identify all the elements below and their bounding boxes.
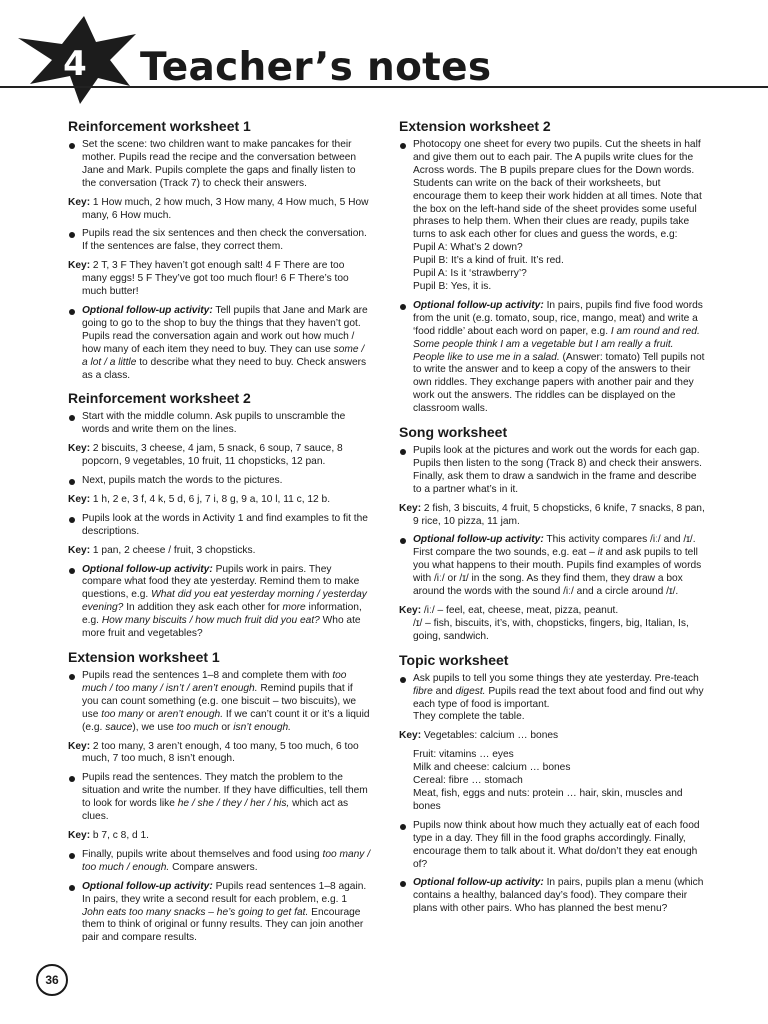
section-heading: Topic worksheet: [399, 651, 509, 668]
left-column: [68, 118, 371, 953]
answer-key-lines: Fruit: vitamins … eyes Milk and cheese: calcium … bones Cereal: fibre … stomach Meat, fish, eggs and nuts: protein … hair, skin, muscles and bones: [413, 749, 683, 812]
answer-key: Key: /iː/ – feel, eat, cheese, meat, pizza, peanut. /ɪ/ – fish, biscuits, it’s, with, chopsticks, fingers, big, Italian, Is, going, sandwich.: [399, 605, 689, 642]
list-item: Pupils read the sentences. They match the problem to the situation and write the number. If they have difficulties, tell them to look for words like he / she / they / her / his, which act as clues.: [68, 772, 371, 824]
list-item: Start with the middle column. Ask pupils to unscramble the words and write them on the lines.: [68, 411, 371, 437]
list-item: Pupils now think about how much they actually eat of each food type in a day. They fill in the food graphs accordingly. Finally, encourage them to talk about it. What do/don’t they eat enough of?: [399, 820, 705, 872]
answer-key: Key: 2 T, 3 F They haven’t got enough salt! 4 F There are too many eggs! 5 F They’ve got too much flour! 6 F There’s too much butter!: [68, 260, 349, 298]
list-item: Ask pupils to tell you some things they ate yesterday. Pre-teach fibre and digest. Pupils read the text about food and find out why each type of food is important. They complete the table.: [399, 673, 705, 725]
list-item: Optional follow-up activity: Pupils read sentences 1–8 again. In pairs, they write a second result for each problem, e.g. 1 John eats too many snacks – he’s going to get fat. Encourage them to think of original or funny results. They can join another pair and compare results.: [68, 881, 371, 946]
page-number: 36: [36, 964, 68, 996]
list-item: Pupils look at the pictures and work out the words for each gap. Pupils then listen to the song (Track 8) and check their answers. Finally, ask them to draw a sandwich in the frame and describe to a partner what’s in it.: [399, 445, 705, 497]
answer-key: Key: 1 pan, 2 cheese / fruit, 3 chopsticks.: [68, 544, 256, 556]
section-heading: Extension worksheet 1: [68, 649, 220, 665]
list-item: Optional follow-up activity: This activity compares /iː/ and /ɪ/. First compare the two sounds, e.g. eat – it and ask pupils to tell you what happens to their mouth. Pupils find examples of words with /iː/ or /ɪ/ in the song. As they find them, they draw a box around the words with the sound /iː/ and a circle around /ɪ/.: [399, 534, 705, 599]
list-item: Optional follow-up activity: Pupils work in pairs. They compare what food they ate yesterday. Remind them to make questions, e.g. What did you eat yesterday morning / yesterday evening? In addition they ask each other for more information, e.g. How many biscuits / how much fruit did you eat? Who ate more fruit and vegetables?: [68, 564, 371, 641]
reinforcement-worksheet-1: [68, 118, 371, 382]
list-item: Pupils read the sentences 1–8 and complete them with too much / too many / isn’t / aren’t enough. Remind pupils that if you can count something (e.g. one biscuit – two biscuits), we use too many or aren’t enough. If we can’t count it or it’s a liquid (e.g. sauce), we use too much or isn’t enough.: [68, 670, 371, 735]
section-heading: Extension worksheet 2: [399, 118, 551, 134]
dialogue-line: Pupil B: It’s a kind of fruit. It’s red.: [413, 255, 564, 267]
list-item: Set the scene: two children want to make pancakes for their mother. Pupils read the recipe and the conversation between Jane and Mark. Pupils complete the gaps and finally listen to the conversation (Track 7) to check their answers.: [68, 139, 371, 191]
list-item: Photocopy one sheet for every two pupils. Cut the sheets in half and give them out to each pair. The A pupils write clues for the Across words. The B pupils prepare clues for the Down words. Students can write on the back of their worksheets, but encourage them to keep their work hidden at all times. Note that the box on the left-hand side of the sheet provides some useful phrases to help them. When their clues are ready, pupils take turns to ask each other for clues and guess the words, e.g: Pupil A: What’s 2 down? Pupil B: It’s a kind of fruit. It’s red. Pupil A: Is it ‘strawberry’? Pupil B: Yes, it is.: [399, 139, 705, 294]
list-item: Finally, pupils write about themselves and food using too many / too much / enough. Compare answers.: [68, 849, 371, 875]
answer-key: Key: 2 biscuits, 3 cheese, 4 jam, 5 snack, 6 soup, 7 sauce, 8 popcorn, 9 vegetables, 10 fruit, 11 chopsticks, 12 pan.: [68, 443, 343, 468]
topic-worksheet: [399, 652, 705, 916]
answer-key: Key: 1 How much, 2 how much, 3 How many, 4 How much, 5 How many, 6 How much.: [68, 196, 369, 221]
dialogue-line: Pupil B: Yes, it is.: [413, 280, 492, 292]
answer-key: Key: Vegetables: calcium … bones: [399, 730, 559, 742]
page-header: [0, 0, 768, 110]
reinforcement-worksheet-2: [68, 390, 371, 641]
answer-key: Key: 2 fish, 3 biscuits, 4 fruit, 5 chopsticks, 6 knife, 7 snacks, 8 pan, 9 rice, 10 pizza, 11 jam.: [399, 502, 705, 527]
section-heading: Reinforcement worksheet 2: [68, 390, 251, 407]
dialogue-line: Pupil A: What’s 2 down?: [413, 242, 523, 254]
answer-key: Key: b 7, c 8, d 1.: [68, 829, 149, 841]
answer-key: Key: 1 h, 2 e, 3 f, 4 k, 5 d, 6 j, 7 i, 8 g, 9 a, 10 l, 11 c, 12 b.: [68, 493, 331, 505]
list-item: Next, pupils match the words to the pictures.: [68, 475, 371, 488]
list-item: Optional follow-up activity: Tell pupils that Jane and Mark are going to go to the shop to buy the things that they haven’t got. Pupils read the conversation again and work out how much / how many of each item they need to buy. They can use some / a lot / a little to describe what they need to buy. Check answers as a class.: [68, 305, 371, 382]
answer-key: Key: 2 too many, 3 aren’t enough, 4 too many, 5 too much, 6 too much, 7 too much, 8 isn’t enough.: [68, 740, 359, 765]
extension-worksheet-2: [399, 118, 705, 416]
unit-number: 4: [63, 44, 87, 84]
section-heading: Song worksheet: [399, 424, 508, 441]
list-item: Optional follow-up activity: In pairs, pupils find five food words from the unit (e.g. tomato, soup, rice, mango, meat) and write a ‘food riddle’ about each word on paper, e.g. I am round and red. Some people think I am a vegetable but I am really a fruit. People like to use me in a salad. (Answer: tomato) Tell pupils not to write the answer and to keep a copy of the answers to their own riddles. They exchange papers with another pair and they work out the answers. The riddles can be displayed on the classroom walls.: [399, 300, 705, 416]
extension-worksheet-1: [68, 649, 371, 945]
right-column: [399, 118, 705, 924]
dialogue-line: Pupil A: Is it ‘strawberry’?: [413, 268, 527, 280]
section-heading: Reinforcement worksheet 1: [68, 118, 251, 134]
list-item: Optional follow-up activity: In pairs, pupils plan a menu (which contains a healthy, balanced day’s food). They compare their plans with other pairs. Who has planned the best menu?: [399, 877, 705, 916]
page-title: Teacher’s notes: [140, 45, 492, 90]
list-item: Pupils look at the words in Activity 1 and find examples to fit the descriptions.: [68, 513, 371, 539]
list-item: Pupils read the six sentences and then check the conversation. If the sentences are false, they correct them.: [68, 228, 371, 254]
song-worksheet: [399, 424, 705, 644]
